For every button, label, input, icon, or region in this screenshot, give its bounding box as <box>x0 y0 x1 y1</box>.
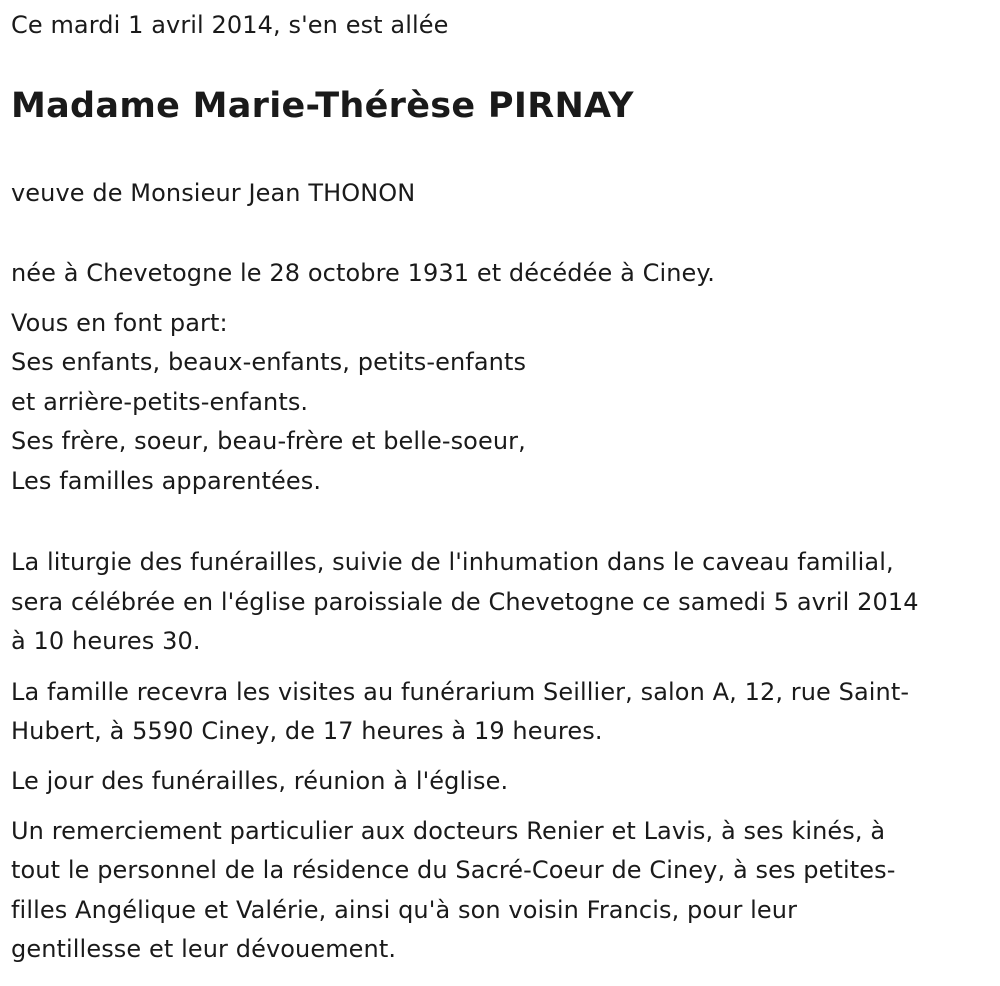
family-line: Vous en font part: <box>11 309 228 337</box>
visits-line: Hubert, à 5590 Ciney, de 17 heures à 19 heures. <box>11 717 603 745</box>
deceased-name: Madame Marie-Thérèse PIRNAY <box>11 86 634 126</box>
thanks-line: gentillesse et leur dévouement. <box>11 935 397 963</box>
liturgy-line: La liturgie des funérailles, suivie de l'inhumation dans le caveau familial, <box>11 548 894 576</box>
birth-death-text: née à Chevetogne le 28 octobre 1931 et décédée à Ciney. <box>11 259 716 287</box>
thanks-line: Un remerciement particulier aux docteurs Renier et Lavis, à ses kinés, à <box>11 817 886 845</box>
visits-line: La famille recevra les visites au funérarium Seillier, salon A, 12, rue Saint- <box>11 678 910 706</box>
family-line: Ses enfants, beaux-enfants, petits-enfants <box>11 348 527 376</box>
liturgy-line: sera célébrée en l'église paroissiale de Chevetogne ce samedi 5 avril 2014 <box>11 588 919 616</box>
thanks-line: tout le personnel de la résidence du Sacré-Coeur de Ciney, à ses petites- <box>11 856 896 884</box>
liturgy-line: à 10 heures 30. <box>11 627 201 655</box>
family-line: Les familles apparentées. <box>11 467 322 495</box>
intro-text: Ce mardi 1 avril 2014, s'en est allée <box>11 11 449 39</box>
family-line: Ses frère, soeur, beau-frère et belle-soeur, <box>11 427 526 455</box>
spouse-text: veuve de Monsieur Jean THONON <box>11 179 416 207</box>
thanks-line: filles Angélique et Valérie, ainsi qu'à son voisin Francis, pour leur <box>11 896 798 924</box>
family-line: et arrière-petits-enfants. <box>11 388 309 416</box>
reunion-text: Le jour des funérailles, réunion à l'église. <box>11 767 509 795</box>
